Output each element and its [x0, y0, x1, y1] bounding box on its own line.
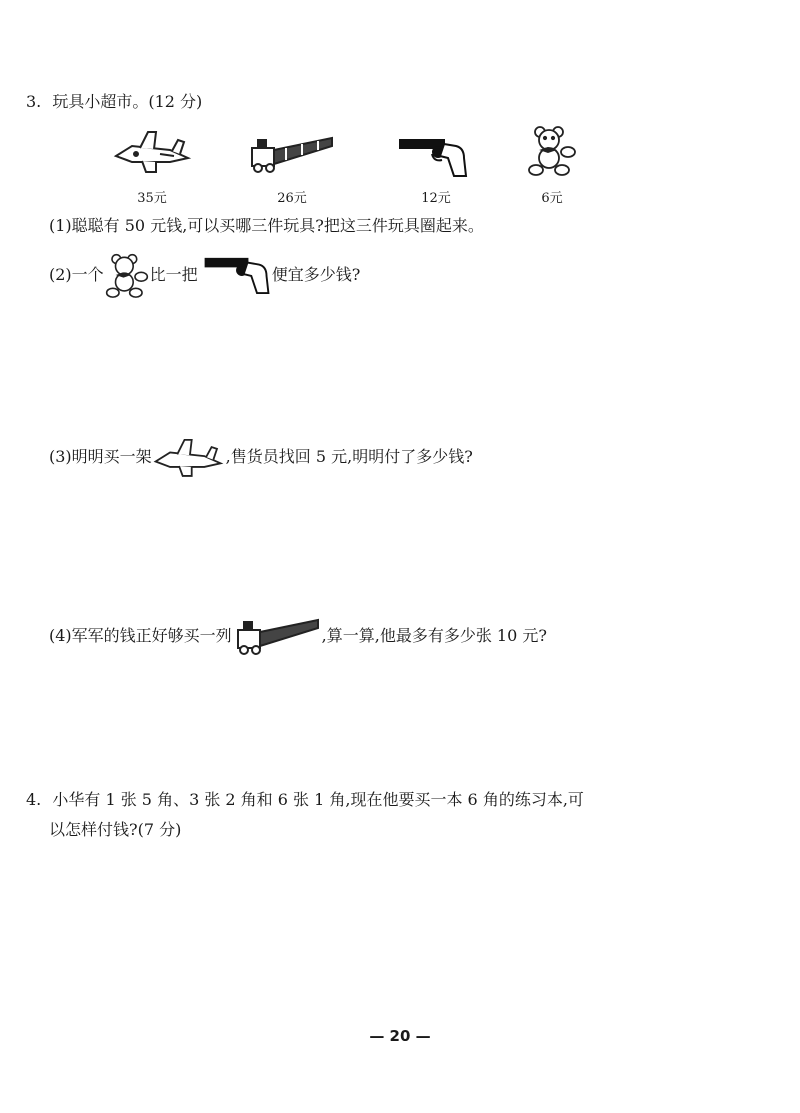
sub-question-3	[49, 436, 473, 478]
sub-question-4-part-b: ,算一算,他最多有多少张 10 元?	[321, 626, 547, 645]
train-icon	[232, 614, 322, 658]
airplane-icon	[152, 436, 226, 478]
sub-question-3-part-b: ,售货员找回 5 元,明明付了多少钱?	[225, 447, 473, 466]
price-train: 26元	[277, 191, 307, 206]
gun-icon	[398, 136, 468, 178]
question-number: 3.	[26, 92, 42, 111]
question-3-heading	[26, 91, 202, 113]
sub-question-3-part-a: (3)明明买一架	[49, 447, 152, 466]
sub-question-1: (1)聪聪有 50 元钱,可以买哪三件玩具?把这三件玩具圈起来。	[49, 216, 484, 235]
sub-question-2	[49, 250, 360, 300]
teddy-bear-icon	[526, 124, 578, 176]
question-title: 玩具小超市。(12 分)	[52, 92, 203, 111]
gun-icon	[202, 255, 272, 295]
airplane-icon	[112, 128, 194, 174]
page-number: — 20 —	[369, 1027, 431, 1045]
sub-question-4	[49, 614, 547, 658]
sub-question-4-part-a: (4)军军的钱正好够买一列	[49, 626, 232, 645]
sub-question-2-part-a: (2)一个	[49, 265, 104, 284]
question-number: 4.	[26, 790, 42, 809]
price-gun: 12元	[421, 191, 451, 206]
teddy-bear-icon	[104, 250, 150, 300]
price-teddy-bear: 6元	[541, 191, 563, 206]
sub-question-2-part-c: 便宜多少钱?	[271, 265, 361, 284]
question-4-text-1: 小华有 1 张 5 角、3 张 2 角和 6 张 1 角,现在他要买一本 6 角的练习本,可	[52, 790, 584, 809]
question-4-line-1	[26, 789, 584, 811]
price-airplane: 35元	[137, 191, 167, 206]
sub-question-2-part-b: 比一把	[149, 265, 198, 284]
question-4-line-2: 以怎样付钱?(7 分)	[49, 820, 182, 839]
train-icon	[246, 134, 336, 174]
